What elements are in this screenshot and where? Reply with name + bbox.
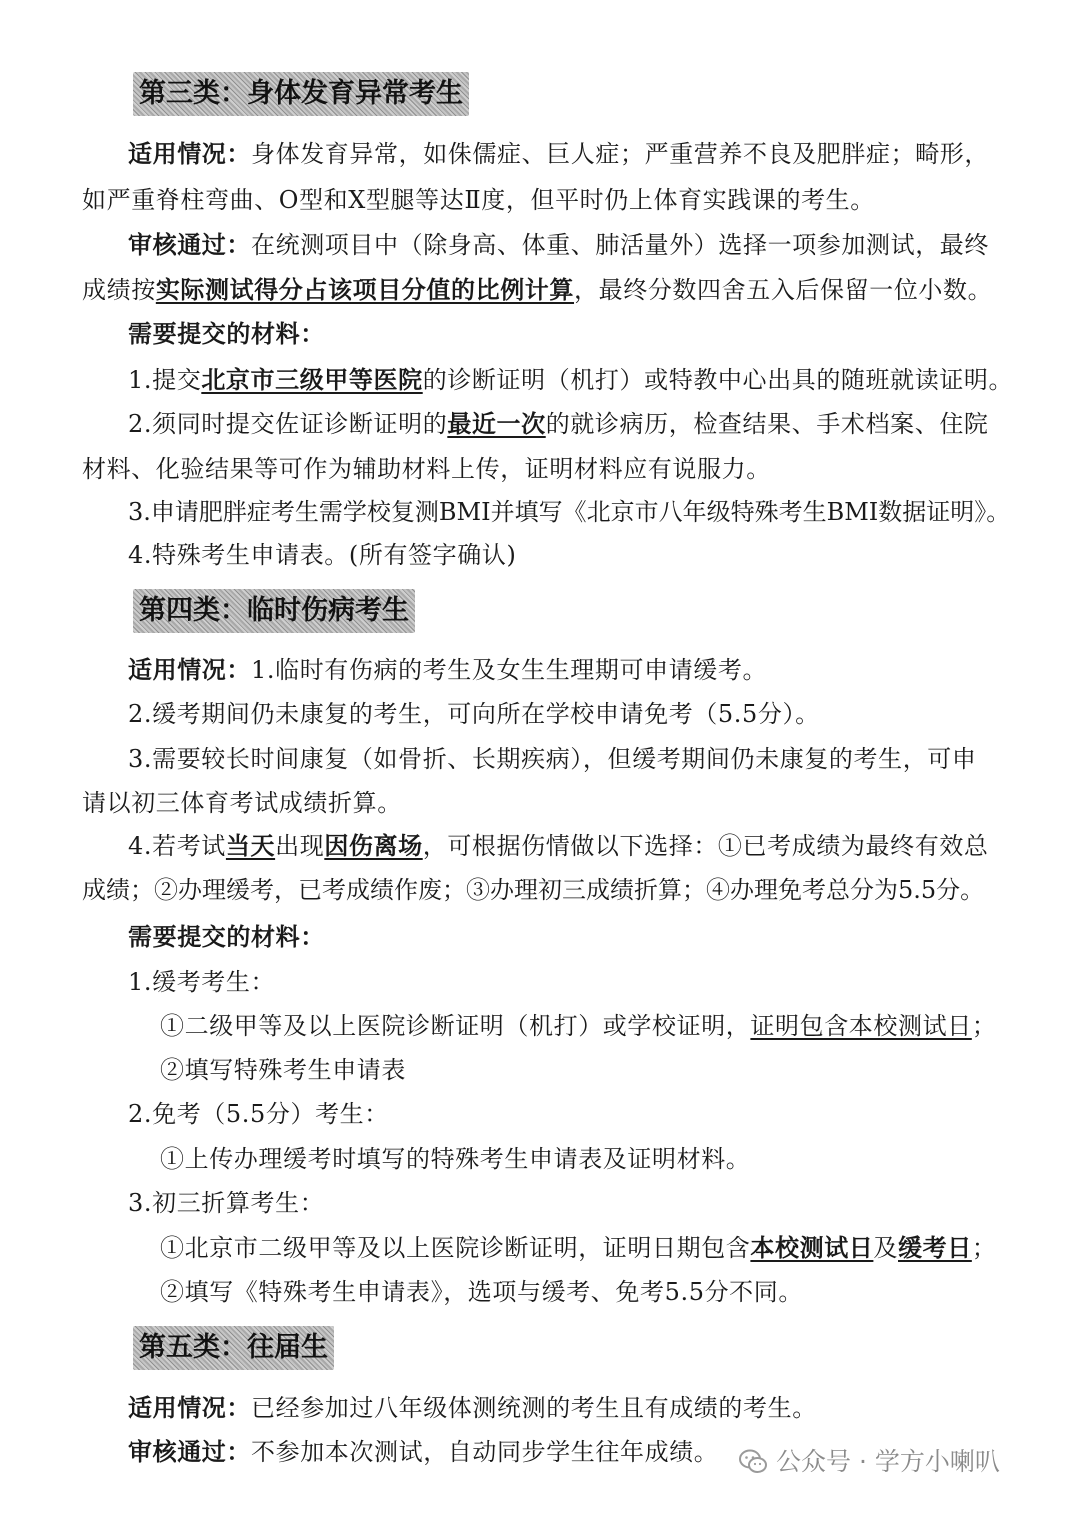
sec4-materials-label: 需要提交的材料： <box>128 922 325 951</box>
sec4-a4-emphasis-1: 当天 <box>225 831 276 860</box>
sec3-applicable-text: 身体发育异常，如侏儒症、巨人症；严重营养不良及肥胖症；畸形， <box>251 140 989 168</box>
sec4-a4-prefix: 4.若考试 <box>128 832 226 860</box>
sec3-m1-emphasis: 北京市三级甲等医院 <box>201 365 423 394</box>
sec4-g1-i1-prefix: ①二级甲等及以上医院诊断证明（机打）或学校证明， <box>160 1012 751 1040</box>
sec4-group-1-item-2: ②填写特殊考生申请表 <box>160 1056 406 1084</box>
sec3-m2-prefix: 2.须同时提交佐证诊断证明的 <box>128 410 448 438</box>
sec3-material-3: 3.申请肥胖症考生需学校复测BMI并填写《北京市八年级特殊考生BMI数据证明》。 <box>128 498 1011 526</box>
sec4-a4-emphasis-2: 因伤离场 <box>324 831 423 860</box>
sec3-review-text: 在统测项目中（除身高、体重、肺活量外）选择一项参加测试，最终 <box>251 231 989 259</box>
section-5-header: 第五类：往届生 <box>133 1326 334 1370</box>
sec3-review <box>128 225 1018 265</box>
sec4-applicable-3: 3.需要较长时间康复（如骨折、长期疾病），但缓考期间仍未康复的考生，可申 <box>128 745 977 773</box>
sec4-applicable <box>128 650 1018 690</box>
sec4-group-3-item-2: ②填写《特殊考生申请表》，选项与缓考、免考5.5分不同。 <box>160 1278 803 1306</box>
sec4-applicable-2: 2.缓考期间仍未康复的考生，可向所在学校申请免考（5.5分）。 <box>128 700 820 728</box>
sec5-review <box>128 1432 728 1472</box>
sec3-review-suffix: ，最终分数四舍五入后保留一位小数。 <box>574 276 993 304</box>
sec5-applicable-text: 已经参加过八年级体测统测的考生且有成绩的考生。 <box>251 1394 817 1422</box>
sec5-review-label: 审核通过： <box>128 1437 251 1466</box>
sec3-review-label: 审核通过： <box>128 230 251 259</box>
sec4-applicable-1: 1.临时有伤病的考生及女生生理期可申请缓考。 <box>251 656 768 684</box>
watermark <box>738 1442 1000 1482</box>
sec3-review-prefix: 成绩按 <box>82 276 156 304</box>
sec4-g3-i1-emphasis-2: 缓考日 <box>898 1233 972 1262</box>
sec3-materials-label: 需要提交的材料： <box>128 319 325 348</box>
sec4-group-1-item-1 <box>160 1006 1020 1046</box>
sec3-m1-suffix: 的诊断证明（机打）或特教中心出具的随班就读证明。 <box>422 366 1014 394</box>
sec4-group-2-item-1: ①上传办理缓考时填写的特殊考生申请表及证明材料。 <box>160 1145 751 1173</box>
watermark-text: 公众号 · 学方小喇叭 <box>776 1447 1000 1476</box>
sec5-review-text: 不参加本次测试，自动同步学生往年成绩。 <box>251 1438 719 1466</box>
sec4-g3-i1-prefix: ①北京市二级甲等及以上医院诊断证明，证明日期包含 <box>160 1234 751 1262</box>
sec4-group-3: 3.初三折算考生： <box>128 1189 325 1217</box>
sec3-material-2 <box>128 404 1018 444</box>
sec3-review-emphasis: 实际测试得分占该项目分值的比例计算 <box>155 275 575 304</box>
sec4-g3-i1-emphasis-1: 本校测试日 <box>750 1233 874 1262</box>
sec3-m2-emphasis: 最近一次 <box>447 409 546 438</box>
sec4-applicable-3-line2: 请以初三体育考试成绩折算。 <box>82 789 402 817</box>
section-4-header: 第四类：临时伤病考生 <box>133 589 415 633</box>
sec3-material-2-line2: 材料、化验结果等可作为辅助材料上传，证明材料应有说服力。 <box>82 455 771 483</box>
sec4-g3-i1-suffix: ； <box>971 1234 997 1262</box>
sec4-a4-mid: 出现 <box>275 832 325 860</box>
sec3-applicable <box>128 134 1018 174</box>
sec4-g3-i1-mid: 及 <box>873 1234 899 1262</box>
sec4-a4-suffix: ，可根据伤情做以下选择：①已考成绩为最终有效总 <box>422 832 989 860</box>
sec4-group-2: 2.免考（5.5分）考生： <box>128 1100 389 1128</box>
sec3-applicable-label: 适用情况： <box>128 139 251 168</box>
sec3-m2-suffix: 的就诊病历，检查结果、手术档案、住院 <box>545 410 989 438</box>
sec4-applicable-label: 适用情况： <box>128 655 251 684</box>
sec3-m1-prefix: 1.提交 <box>128 366 202 394</box>
sec3-applicable-line2: 如严重脊柱弯曲、O型和X型腿等达Ⅱ度，但平时仍上体育实践课的考生。 <box>82 186 875 214</box>
section-3-header: 第三类：身体发育异常考生 <box>133 72 469 116</box>
sec3-material-1 <box>128 360 1018 400</box>
wechat-icon <box>738 1448 768 1476</box>
sec3-review-line2 <box>82 270 1012 310</box>
sec4-g1-i1-emphasis: 证明包含本校测试日 <box>750 1012 972 1040</box>
sec5-applicable-label: 适用情况： <box>128 1393 251 1422</box>
sec3-material-4: 4.特殊考生申请表。(所有签字确认) <box>128 541 517 569</box>
sec4-group-1: 1.缓考考生： <box>128 968 276 996</box>
sec4-g1-i1-suffix: ； <box>971 1012 997 1040</box>
sec4-applicable-4 <box>128 826 1018 866</box>
sec4-applicable-4-line2: 成绩；②办理缓考，已考成绩作废；③办理初三成绩折算；④办理免考总分为5.5分。 <box>82 876 985 904</box>
sec5-applicable <box>128 1388 1018 1428</box>
sec4-group-3-item-1 <box>160 1228 1020 1268</box>
